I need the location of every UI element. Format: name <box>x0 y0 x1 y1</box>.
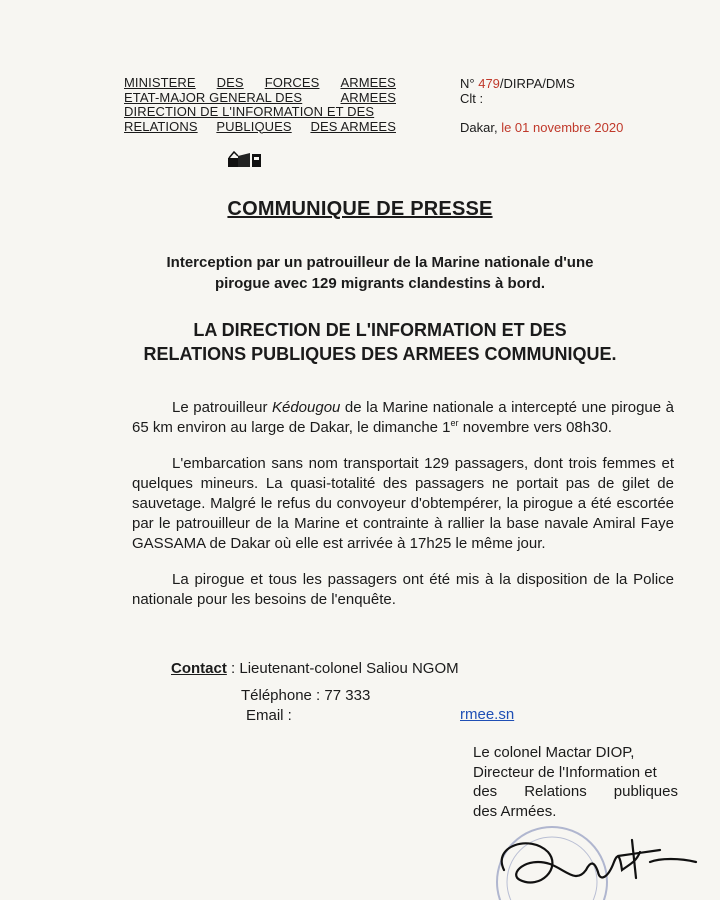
phone-line: Téléphone : 77 333 <box>241 687 371 704</box>
paragraph-2: L'embarcation sans nom transportait 129 passagers, dont trois femmes et quelques mineurs. La quasi-totalité des passagers ne portait pas de gilet de sauvetage. Malgré le refus du convoyeur d'obtempérer, la pirogue a été escortée par le patrouilleur de la Marine et contrainte à rallier la base navale Amiral Faye GASSAMA de Dakar où elle est arrivée à 17h25 le même jour. <box>132 455 674 552</box>
emblem-icon <box>226 150 264 170</box>
clt-line: Clt : <box>460 91 484 106</box>
reference-number: N° 479/DIRPA/DMS <box>460 76 575 91</box>
email-label: Email : <box>246 707 292 724</box>
ministry-line-4: RELATIONS PUBLIQUES DES ARMEES <box>124 118 396 134</box>
email-link[interactable]: rmee.sn <box>460 706 515 723</box>
signature-stamp <box>490 812 720 900</box>
dateline: Dakar, le 01 novembre 2020 <box>460 120 624 135</box>
body-text <box>132 398 674 610</box>
ministry-line-3: DIRECTION DE L'INFORMATION ET DES <box>124 104 375 119</box>
signatory-block: Le colonel Mactar DIOP, Directeur de l'Information et des Relations publiques des Armées. <box>473 744 678 820</box>
paragraph-1: Le patrouilleur Kédougou de la Marine nationale a intercepté une pirogue à 65 km environ au large de Dakar, le dimanche 1er novembre vers 08h30. <box>132 399 674 436</box>
ministry-header <box>124 76 396 134</box>
communique-heading: LA DIRECTION DE L'INFORMATION ET DES RELATIONS PUBLIQUES DES ARMEES COMMUNIQUE. <box>143 320 617 364</box>
reference-block <box>460 76 575 106</box>
ministry-line-2: ETAT-MAJOR GENERAL DES ARMEES <box>124 89 396 105</box>
contact-line: Contact : Lieutenant-colonel Saliou NGOM <box>171 660 459 677</box>
ministry-line-1: MINISTERE DES FORCES ARMEES <box>124 75 396 90</box>
document-subtitle: Interception par un patrouilleur de la Marine nationale d'une pirogue avec 129 migrants clandestins à bord. <box>166 254 594 292</box>
document-title: COMMUNIQUE DE PRESSE <box>227 198 493 220</box>
paragraph-3: La pirogue et tous les passagers ont été mis à la disposition de la Police nationale pour les besoins de l'enquête. <box>132 571 674 608</box>
